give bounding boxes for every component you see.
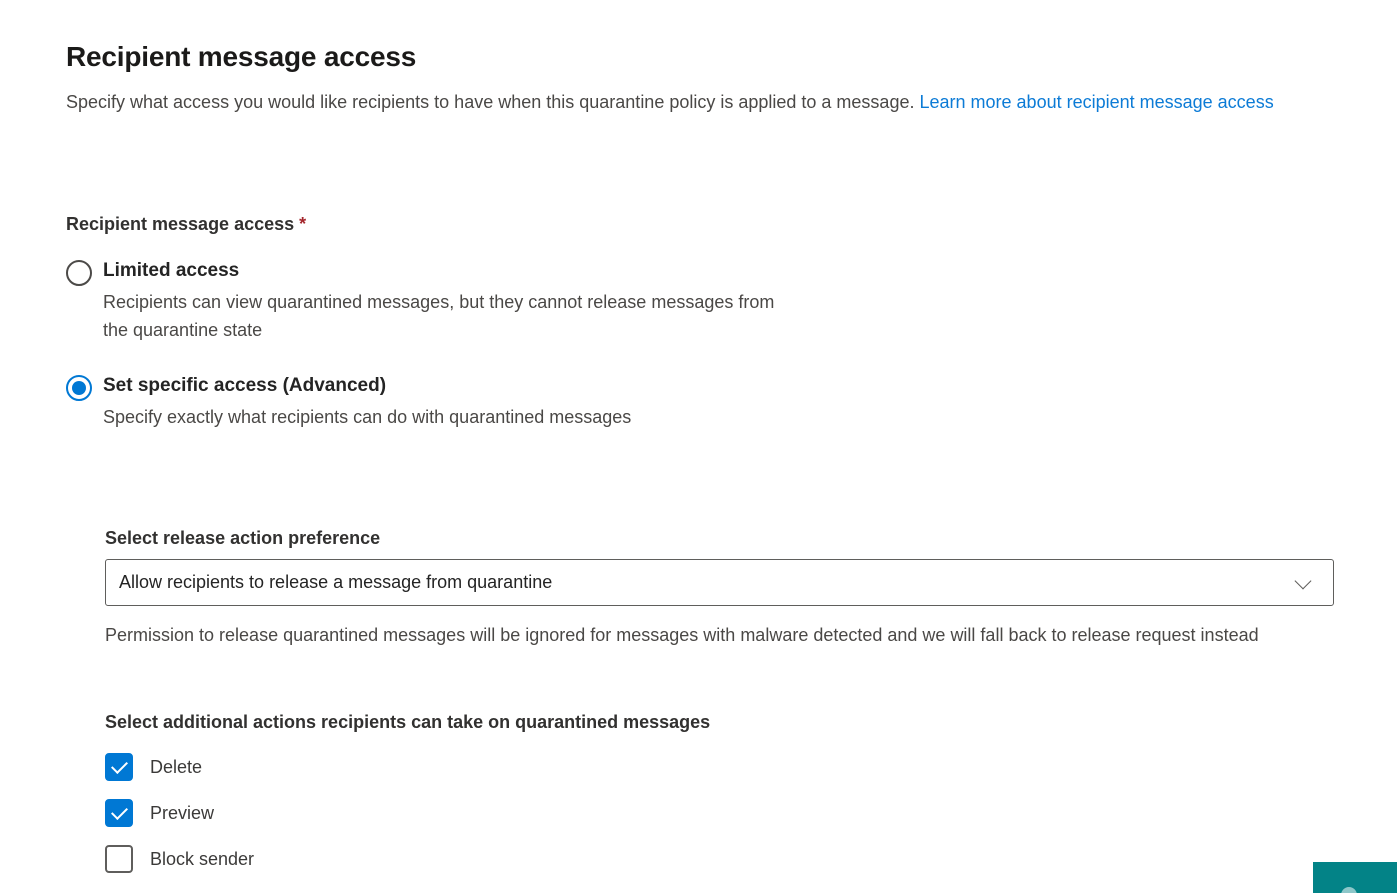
checkbox-block-sender[interactable] xyxy=(105,845,133,873)
checkbox-delete-label[interactable]: Delete xyxy=(150,756,203,777)
release-action-dropdown[interactable] xyxy=(105,559,1334,606)
radio-limited-access[interactable] xyxy=(66,260,92,286)
page-title: Recipient message access xyxy=(66,40,417,72)
feedback-button[interactable] xyxy=(1313,862,1397,893)
required-asterisk: * xyxy=(299,214,307,234)
checkbox-block-sender-label[interactable]: Block sender xyxy=(150,848,255,869)
checkbox-row-block-sender xyxy=(105,844,254,874)
checkbox-delete[interactable] xyxy=(105,753,133,781)
chevron-down-icon xyxy=(1295,573,1312,590)
checkbox-preview-label[interactable]: Preview xyxy=(150,802,215,823)
checkbox-row-preview xyxy=(105,798,214,828)
release-action-dropdown-value: Allow recipients to release a message from quarantine xyxy=(119,572,553,592)
radio-set-specific-access-label[interactable]: Set specific access (Advanced) xyxy=(103,375,387,396)
checkbox-preview[interactable] xyxy=(105,799,133,827)
release-preference-label: Select release action preference xyxy=(105,528,381,548)
field-label-text: Recipient message access xyxy=(66,214,295,234)
feedback-icon xyxy=(1341,887,1357,893)
radio-limited-access-description: Recipients can view quarantined messages, but they cannot release messages from the quarantine state xyxy=(103,292,775,340)
radio-set-specific-access-description: Specify exactly what recipients can do with quarantined messages xyxy=(103,407,632,427)
radio-set-specific-access[interactable] xyxy=(66,375,92,401)
page-description xyxy=(66,88,1334,116)
additional-actions-label: Select additional actions recipients can take on quarantined messages xyxy=(105,712,711,732)
description-text: Specify what access you would like recipients to have when this quarantine policy is applied to a message. xyxy=(66,92,915,112)
recipient-access-field-label xyxy=(66,214,306,235)
checkbox-row-delete xyxy=(105,752,202,782)
release-preference-note: Permission to release quarantined messages will be ignored for messages with malware detected and we will fall back to release request instead xyxy=(105,625,1259,645)
learn-more-link[interactable]: Learn more about recipient message access xyxy=(919,92,1274,112)
radio-limited-access-label[interactable]: Limited access xyxy=(103,260,240,281)
